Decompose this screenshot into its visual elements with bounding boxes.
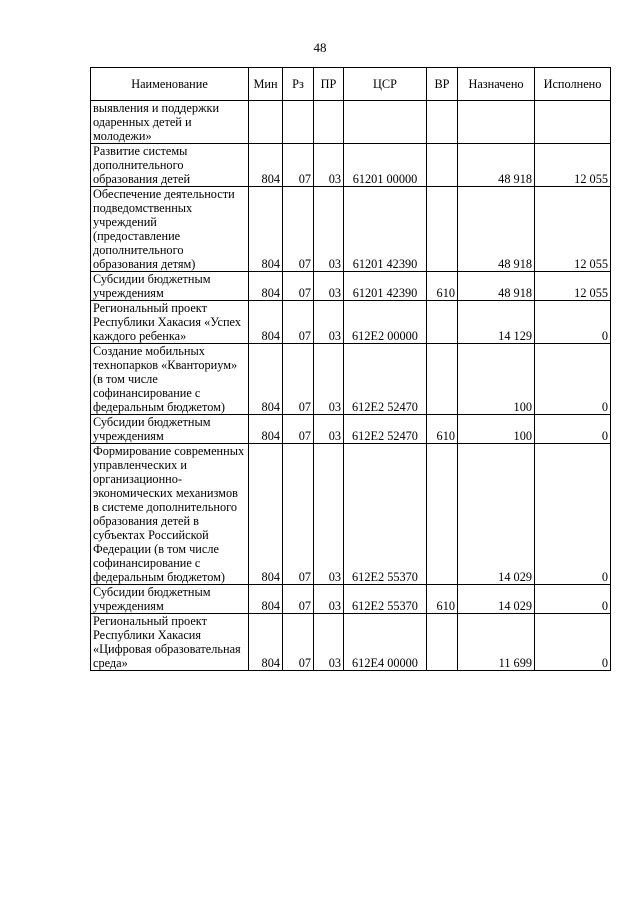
row-pr: 03 <box>314 444 344 585</box>
row-vr: 610 <box>427 272 458 301</box>
row-pr: 03 <box>314 415 344 444</box>
header-assigned: Назначено <box>458 68 535 101</box>
row-name: Субсидии бюджетным учреждениям <box>91 272 249 301</box>
page-number: 48 <box>313 40 327 55</box>
row-name: выявления и поддержки одаренных детей и молодежи» <box>91 101 249 144</box>
row-name: Развитие системы дополнительного образования детей <box>91 144 249 187</box>
row-csr <box>344 101 427 144</box>
row-executed: 12 055 <box>535 144 611 187</box>
row-min: 804 <box>249 301 283 344</box>
row-pr: 03 <box>314 614 344 671</box>
row-executed: 0 <box>535 585 611 614</box>
row-min <box>249 101 283 144</box>
row-vr <box>427 614 458 671</box>
table-row <box>91 415 611 444</box>
row-name: Обеспечение деятельности подведомственных учреждений (предоставление дополнительного образования детям) <box>91 187 249 272</box>
header-csr: ЦСР <box>344 68 427 101</box>
table-row <box>91 444 611 585</box>
row-pr: 03 <box>314 585 344 614</box>
row-csr: 612E4 00000 <box>344 614 427 671</box>
row-vr: 610 <box>427 415 458 444</box>
row-assigned <box>458 101 535 144</box>
row-pr: 03 <box>314 187 344 272</box>
row-assigned: 14 029 <box>458 444 535 585</box>
row-rz: 07 <box>283 187 314 272</box>
row-executed: 0 <box>535 444 611 585</box>
row-csr: 61201 42390 <box>344 187 427 272</box>
row-csr: 612E2 00000 <box>344 301 427 344</box>
row-vr <box>427 301 458 344</box>
row-rz: 07 <box>283 144 314 187</box>
row-min: 804 <box>249 614 283 671</box>
row-executed: 0 <box>535 415 611 444</box>
row-name: Региональный проект Республики Хакасия «Цифровая образовательная среда» <box>91 614 249 671</box>
table-header-row <box>91 68 611 101</box>
row-min: 804 <box>249 272 283 301</box>
row-csr: 612E2 52470 <box>344 415 427 444</box>
row-pr: 03 <box>314 272 344 301</box>
row-min: 804 <box>249 415 283 444</box>
row-rz: 07 <box>283 272 314 301</box>
header-rz: Рз <box>283 68 314 101</box>
row-rz: 07 <box>283 301 314 344</box>
table-row <box>91 101 611 144</box>
row-vr <box>427 187 458 272</box>
row-executed: 12 055 <box>535 187 611 272</box>
row-assigned: 14 129 <box>458 301 535 344</box>
row-pr: 03 <box>314 144 344 187</box>
table-row <box>91 301 611 344</box>
row-name: Формирование современных управленческих и организационно-экономических механизмов в системе дополнительного образования детей в субъектах Российской Федерации (в том числе софинансирование с федеральным бюджетом) <box>91 444 249 585</box>
row-csr: 61201 00000 <box>344 144 427 187</box>
row-rz: 07 <box>283 614 314 671</box>
row-rz: 07 <box>283 344 314 415</box>
table-row <box>91 585 611 614</box>
row-assigned: 100 <box>458 344 535 415</box>
row-executed: 0 <box>535 301 611 344</box>
table-row <box>91 344 611 415</box>
row-executed <box>535 101 611 144</box>
table-row <box>91 614 611 671</box>
row-min: 804 <box>249 187 283 272</box>
table-row <box>91 187 611 272</box>
row-executed: 0 <box>535 614 611 671</box>
row-csr: 612E2 52470 <box>344 344 427 415</box>
row-rz: 07 <box>283 444 314 585</box>
table-row <box>91 272 611 301</box>
row-rz: 07 <box>283 585 314 614</box>
row-rz: 07 <box>283 415 314 444</box>
header-vr: ВР <box>427 68 458 101</box>
header-name: Наименование <box>91 68 249 101</box>
row-assigned: 48 918 <box>458 187 535 272</box>
row-min: 804 <box>249 444 283 585</box>
row-name: Создание мобильных технопарков «Кванториум» (в том числе софинансирование с федеральным бюджетом) <box>91 344 249 415</box>
row-pr <box>314 101 344 144</box>
row-vr: 610 <box>427 585 458 614</box>
row-min: 804 <box>249 585 283 614</box>
header-pr: ПР <box>314 68 344 101</box>
row-executed: 12 055 <box>535 272 611 301</box>
header-min: Мин <box>249 68 283 101</box>
row-csr: 612E2 55370 <box>344 585 427 614</box>
row-min: 804 <box>249 344 283 415</box>
row-assigned: 100 <box>458 415 535 444</box>
row-name: Региональный проект Республики Хакасия «Успех каждого ребенка» <box>91 301 249 344</box>
row-assigned: 14 029 <box>458 585 535 614</box>
row-min: 804 <box>249 144 283 187</box>
table-row <box>91 144 611 187</box>
row-csr: 61201 42390 <box>344 272 427 301</box>
row-assigned: 11 699 <box>458 614 535 671</box>
row-name: Субсидии бюджетным учреждениям <box>91 585 249 614</box>
row-csr: 612E2 55370 <box>344 444 427 585</box>
row-vr <box>427 444 458 585</box>
budget-table <box>90 67 611 671</box>
row-vr <box>427 144 458 187</box>
row-vr <box>427 101 458 144</box>
header-executed: Исполнено <box>535 68 611 101</box>
row-vr <box>427 344 458 415</box>
row-assigned: 48 918 <box>458 144 535 187</box>
row-rz <box>283 101 314 144</box>
row-assigned: 48 918 <box>458 272 535 301</box>
row-pr: 03 <box>314 344 344 415</box>
row-pr: 03 <box>314 301 344 344</box>
row-name: Субсидии бюджетным учреждениям <box>91 415 249 444</box>
row-executed: 0 <box>535 344 611 415</box>
